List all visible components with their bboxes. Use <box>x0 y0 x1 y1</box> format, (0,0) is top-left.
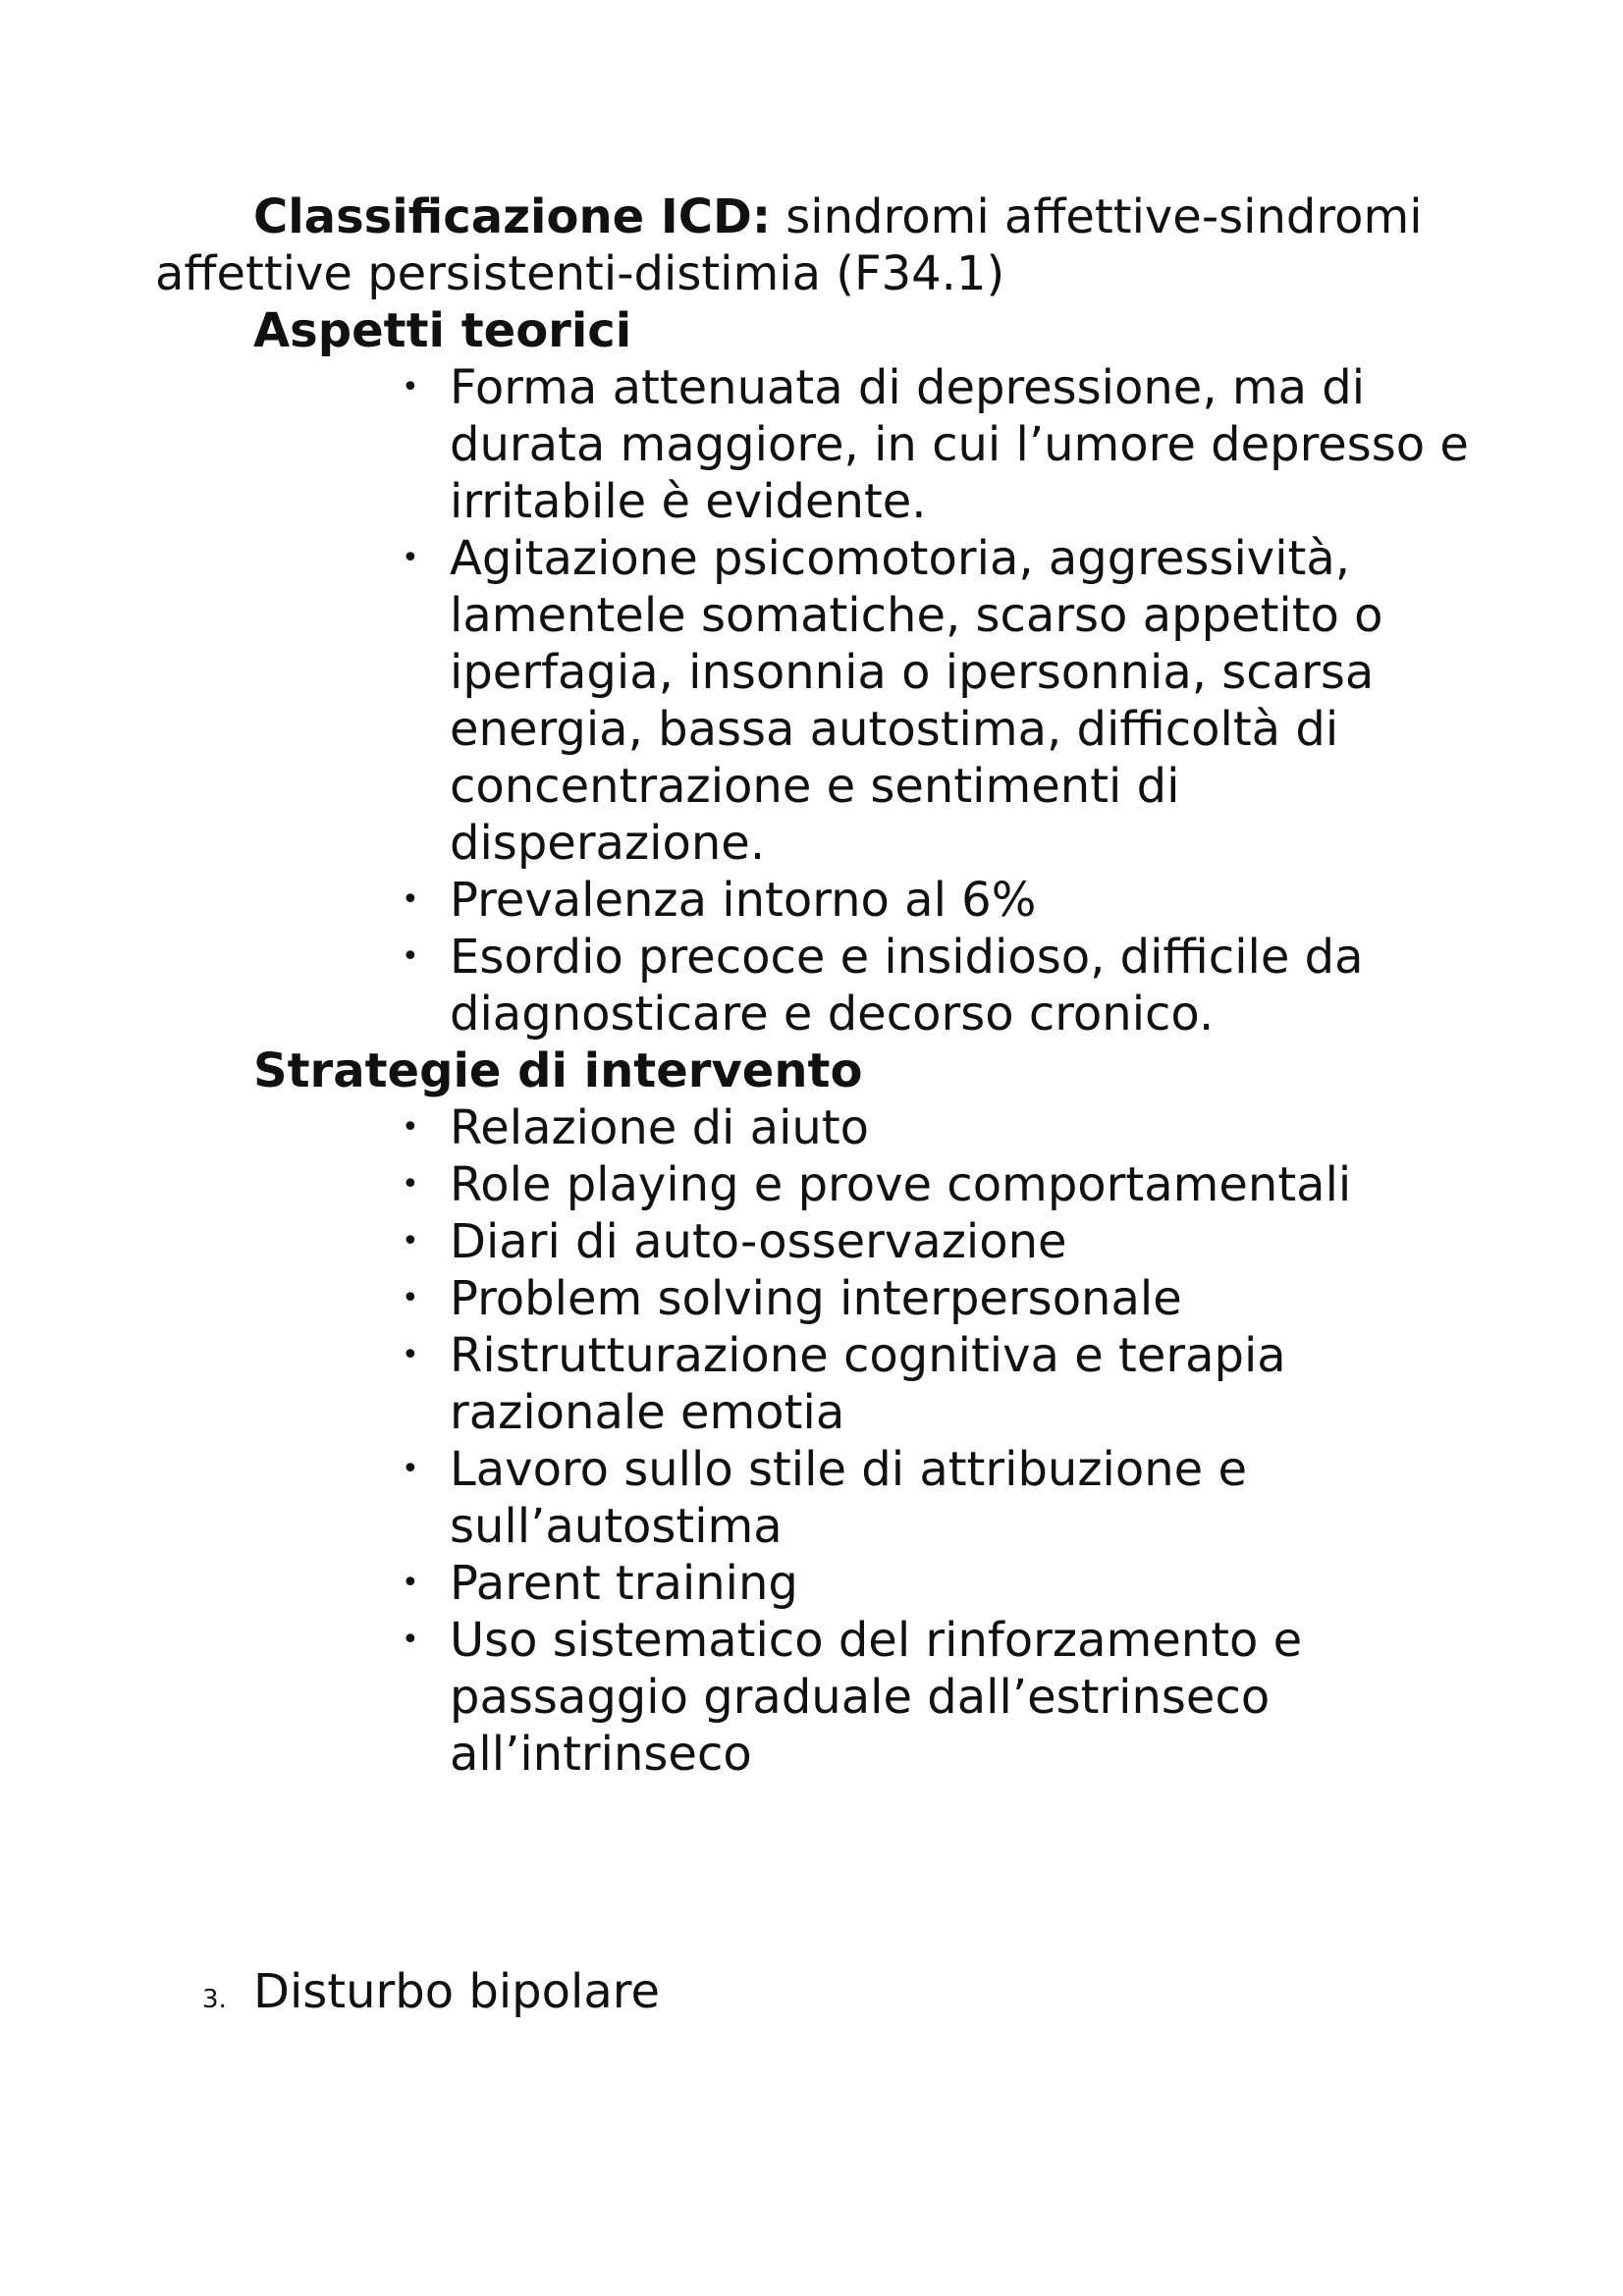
strategy-item-text: Relazione di aiuto <box>450 1100 870 1155</box>
classification-text: sindromi affettive-sindromi affettive persistenti-distimia (F34.1) <box>155 189 1423 301</box>
strategy-item-2 <box>402 1156 1490 1213</box>
strategy-item-3 <box>402 1213 1490 1270</box>
section-title: Disturbo bipolare <box>253 1964 660 2019</box>
section-number: 3. <box>202 1985 227 2014</box>
strategy-item-text: Diari di auto-osservazione <box>450 1214 1067 1269</box>
strategy-item-text: Problem solving interpersonale <box>450 1271 1182 1326</box>
theory-item-text: Prevalenza intorno al 6% <box>450 873 1037 928</box>
strategy-item-4 <box>402 1270 1490 1327</box>
strategies-heading: Strategie di intervento <box>253 1043 863 1098</box>
strategy-item-5 <box>402 1327 1490 1441</box>
strategy-item-text: Uso sistematico del rinforzamento e passaggio graduale dall’estrinseco all’intrinseco <box>450 1613 1303 1782</box>
bullet-icon: • <box>402 1110 419 1145</box>
theory-item-text: Forma attenuata di depressione, ma di durata maggiore, in cui l’umore depresso e irritabile è evidente. <box>450 360 1469 529</box>
strategy-item-text: Ristrutturazione cognitiva e terapia razionale emotia <box>450 1328 1286 1440</box>
theory-item-text: Esordio precoce e insidioso, difficile da diagnosticare e decorso cronico. <box>450 930 1364 1041</box>
page-content <box>155 188 1490 2019</box>
bullet-icon: • <box>402 1167 419 1201</box>
bullet-icon: • <box>402 370 419 404</box>
theory-heading: Aspetti teorici <box>253 303 632 358</box>
bullet-icon: • <box>402 1566 419 1600</box>
bullet-icon: • <box>402 1452 419 1486</box>
strategy-item-8 <box>402 1612 1490 1783</box>
strategy-item-text: Role playing e prove comportamentali <box>450 1157 1352 1212</box>
classification-label: Classificazione ICD: <box>253 189 772 244</box>
theory-item-2 <box>402 530 1490 872</box>
strategy-item-text: Lavoro sullo stile di attribuzione e sull’autostima <box>450 1442 1247 1554</box>
bullet-icon: • <box>402 1281 419 1315</box>
theory-item-1 <box>402 359 1490 530</box>
bullet-icon: • <box>402 1224 419 1258</box>
strategy-item-text: Parent training <box>450 1556 798 1611</box>
bullet-icon: • <box>402 541 419 575</box>
theory-item-text: Agitazione psicomotoria, aggressività, lamentele somatiche, scarso appetito o iperfagia, insonnia o ipersonnia, scarsa energia, bassa autostima, difficoltà di concentrazione e sentimenti di disperazione. <box>450 531 1383 871</box>
bullet-icon: • <box>402 1623 419 1657</box>
strategies-list <box>155 1099 1490 1783</box>
bullet-icon: • <box>402 1338 419 1372</box>
bullet-icon: • <box>402 882 419 917</box>
classification-paragraph <box>155 188 1490 302</box>
strategy-item-1 <box>402 1099 1490 1156</box>
theory-item-4 <box>402 929 1490 1042</box>
theory-list <box>155 359 1490 1042</box>
bullet-icon: • <box>402 939 419 974</box>
theory-item-3 <box>402 872 1490 929</box>
strategy-item-7 <box>402 1555 1490 1612</box>
strategy-item-6 <box>402 1441 1490 1555</box>
